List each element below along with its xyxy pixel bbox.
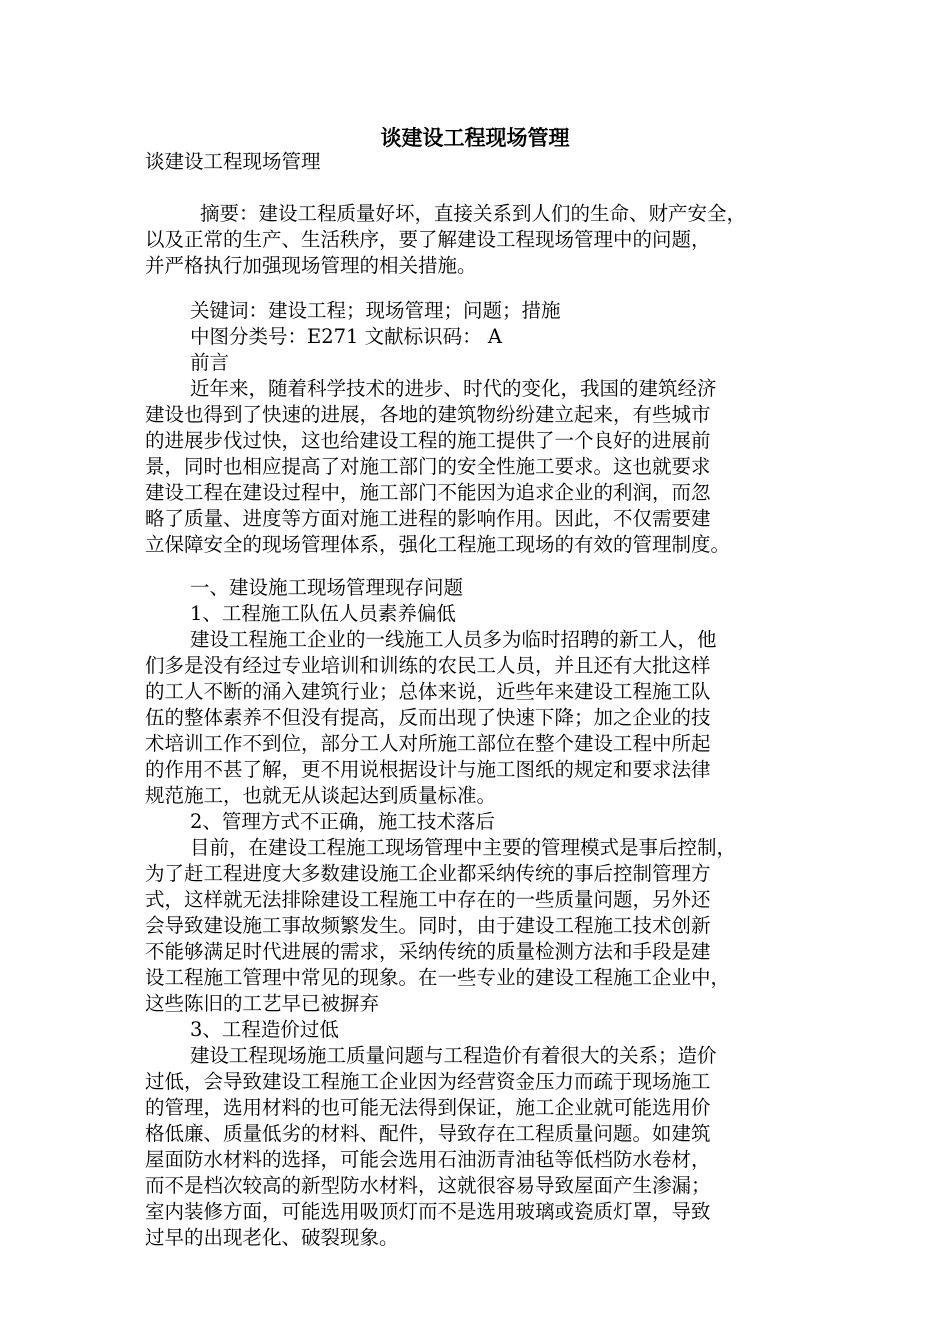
paragraph-line: 的工人不断的涌入建筑行业；总体来说，近些年来建设工程施工队: [145, 680, 711, 703]
paragraph-line: 目前，在建设工程施工现场管理中主要的管理模式是事后控制，: [190, 836, 737, 859]
abstract-line: 摘要：建设工程质量好坏，直接关系到人们的生命、财产安全，: [200, 202, 747, 225]
paragraph-line: 室内装修方面，可能选用吸顶灯而不是选用玻璃或瓷质灯罩，导致: [145, 1200, 711, 1223]
paragraph-line: 伍的整体素养不但没有提高，反而出现了快速下降；加之企业的技: [145, 706, 711, 729]
paragraph-line: 规范施工，也就无从谈起达到质量标准。: [145, 784, 497, 807]
paragraph-line: 建设工程现场施工质量问题与工程造价有着很大的关系；造价: [190, 1044, 717, 1067]
abstract-line: 并严格执行加强现场管理的相关措施。: [145, 254, 477, 277]
subsection-heading: 1、工程施工队伍人员素养偏低: [190, 602, 456, 625]
paragraph-line: 立保障安全的现场管理体系，强化工程施工现场的有效的管理制度。: [145, 533, 731, 556]
paragraph-line: 的管理，选用材料的也可能无法得到保证，施工企业就可能选用价: [145, 1096, 711, 1119]
paragraph-line: 而不是档次较高的新型防水材料，这就很容易导致屋面产生渗漏；: [145, 1174, 711, 1197]
paragraph-line: 建设工程施工企业的一线施工人员多为临时招聘的新工人，他: [190, 628, 717, 651]
subsection-heading: 3、工程造价过低: [190, 1018, 339, 1041]
paragraph-line: 会导致建设施工事故频繁发生。同时，由于建设工程施工技术创新: [145, 914, 711, 937]
paragraph-line: 式，这样就无法排除建设工程施工中存在的一些质量问题，另外还: [145, 888, 711, 911]
paragraph-line: 为了赶工程进度大多数建设施工企业都采纳传统的事后控制管理方: [145, 862, 711, 885]
classification-line: 中图分类号：E271 文献标识码： A: [190, 325, 502, 348]
paragraph-line: 过低，会导致建设工程施工企业因为经营资金压力而疏于现场施工: [145, 1070, 711, 1093]
paragraph-line: 格低廉、质量低劣的材料、配件，导致存在工程质量问题。如建筑: [145, 1122, 711, 1145]
paragraph-line: 术培训工作不到位，部分工人对所施工部位在整个建设工程中所起: [145, 732, 711, 755]
keywords-line: 关键词：建设工程；现场管理；问题；措施: [190, 299, 561, 322]
paragraph-line: 不能够满足时代进展的需求，采纳传统的质量检测方法和手段是建: [145, 940, 711, 963]
paragraph-line: 设工程施工管理中常见的现象。在一些专业的建设工程施工企业中，: [145, 966, 731, 989]
paragraph-line: 建设也得到了快速的进展，各地的建筑物纷纷建立起来，有些城市: [145, 403, 711, 426]
document-title: 谈建设工程现场管理: [380, 126, 570, 150]
paragraph-line: 们多是没有经过专业培训和训练的农民工人员，并且还有大批这样: [145, 654, 711, 677]
paragraph-line: 近年来，随着科学技术的进步、时代的变化，我国的建筑经济: [190, 377, 717, 400]
section-heading: 一、建设施工现场管理现存问题: [190, 576, 464, 599]
paragraph-line: 景，同时也相应提高了对施工部门的安全性施工要求。这也就要求: [145, 455, 711, 478]
preface-heading: 前言: [190, 351, 230, 374]
paragraph-line: 过早的出现老化、破裂现象。: [145, 1226, 399, 1249]
paragraph-line: 屋面防水材料的选择，可能会选用石油沥青油毡等低档防水卷材，: [145, 1148, 711, 1171]
paragraph-line: 建设工程在建设过程中，施工部门不能因为追求企业的利润，而忽: [145, 481, 711, 504]
paragraph-line: 略了质量、进度等方面对施工进程的影响作用。因此，不仅需要建: [145, 507, 711, 530]
paragraph-line: 的作用不甚了解，更不用说根据设计与施工图纸的规定和要求法律: [145, 758, 711, 781]
paragraph-line: 的进展步伐过快，这也给建设工程的施工提供了一个良好的进展前: [145, 429, 711, 452]
subsection-heading: 2、管理方式不正确，施工技术落后: [190, 810, 495, 833]
subtitle: 谈建设工程现场管理: [145, 150, 321, 173]
abstract-line: 以及正常的生产、生活秩序，要了解建设工程现场管理中的问题，: [145, 228, 711, 251]
paragraph-line: 这些陈旧的工艺早已被摒弃: [145, 992, 380, 1015]
